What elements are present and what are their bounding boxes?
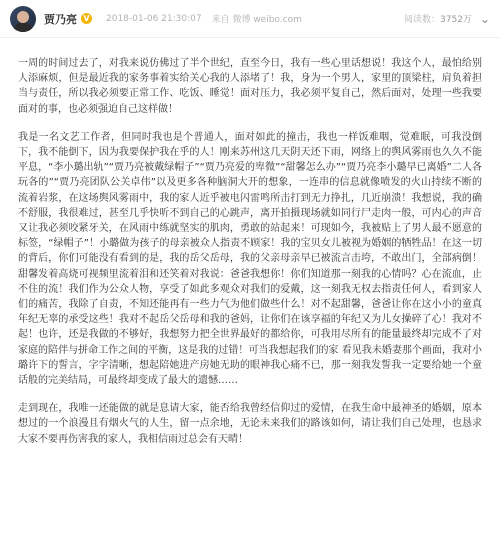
author-name[interactable]: 贾乃亮	[44, 12, 77, 26]
post-source: 来自 微博 weibo.com	[211, 15, 302, 25]
paragraph-2: 我是一名文艺工作者，但同时我也是个普通人，面对如此的撞击，我也一样饭难咽，觉难眠，可我没倒下，我不能倒下，因为我要保护我在乎的人！刚来苏州这几天阴天还下雨，网络上的舆风雾雨也久久不能平息，“李小璐出轨”“贾乃亮被戴绿帽子”“贾乃亮爱的卑微”“甜馨怎么办”“贾乃亮李小璐早已离婚”二人各玩各的”“贾乃亮团队公关卓伟”以及更多各种脑洞大开的想象，一连串的信息就像喷发的火山持续不断的流着岩浆，在这场舆风雾雨中，我的家人近乎被电闪雷鸣所击打到无力挣扎，几近崩溃！我想说，我的确不舒服，我很难过，甚至几乎快听不到自己的心跳声，离开拍摄现场就如同行尸走肉一般，可内心的声音又让我必须咬紧牙关，在风雨中练就坚实的肌肉，勇敢的站起来！可现如今，我被贴上了男人最不愿意的标签，“绿帽子”！小璐做为孩子的母亲被众人指责不顾家！我的宝贝女儿被视为婚姻的牺牲品！在这一切的背后，你们可能没有看到的是，我的岳父岳母，我的父亲母亲早已被流言击垮，不敢出门，全部病倒！甜馨发着高烧可视频里流着泪和还笑着对我说：爸爸我想你！你们知道那一刻我的心情吗？心在流血，止不住的流！我们作为公众人物，享受了如此多观众对我们的爱戴，这一刻我无权去指责任何人，看到家人们的痛苦，我除了自责，不知还能再有一些力气为他们做些什么！对不起甜馨，爸爸让你在这小小的童真年纪无辜的承受这些！我对不起岳父岳母和我的爸妈，让你们在该享福的年纪又为儿女操碎了心！我对不起！也许，还是我做的不够好，我想努力把全世界最好的都给你，可我用尽所有的能量最终却完成不了对家庭的陪伴与拼命工作之间的平衡，这是我的过错！可当我想起我们的家 看见我未婚妻那个画面，我对小璐许下的誓言，字字清晰，想起陪她进产房她无助的眼神我心痛不已，那一刻我发誓我一定要给她一个童话般的完美结局，可最终却变成了最大的遗憾……	[18, 131, 482, 387]
read-count-value: 3752万	[440, 15, 472, 25]
more-options-icon[interactable]: ⌄	[479, 11, 490, 26]
post-timestamp[interactable]: 2018-01-06 21:30:07	[106, 13, 202, 24]
verified-badge-icon: V	[81, 13, 92, 24]
paragraph-3: 走到现在，我唯一还能做的就是息请大家，能否给我曾经信仰过的爱情，在我生命中最神圣的婚姻，原本想过的一个浪漫且有烟火气的人生，留一点余地，无论未来我们的路该如何，请让我们自己处理，也恳求大家不要再伤害我的家人，我相信雨过总会有天晴！	[18, 403, 482, 445]
read-count	[404, 12, 472, 25]
paragraph-1: 一周的时间过去了，对我来说仿佛过了半个世纪，直至今日，我有一些心里话想说！我这个人，最怕给别人添麻烦，但是最近我的家务事着实给关心我的人添堵了！我，身为一个男人，家里的顶梁柱，肩负着担当与责任，所以我必须要正常工作、吃饭、睡觉！面对压力，我必须平复自己，然后面对，处理一些我要面对的事，也必须强迫自己这样做！	[18, 58, 482, 115]
avatar[interactable]	[10, 6, 36, 32]
read-count-label: 阅读数：	[404, 15, 441, 25]
post-header	[0, 0, 500, 38]
post-body	[0, 38, 500, 447]
